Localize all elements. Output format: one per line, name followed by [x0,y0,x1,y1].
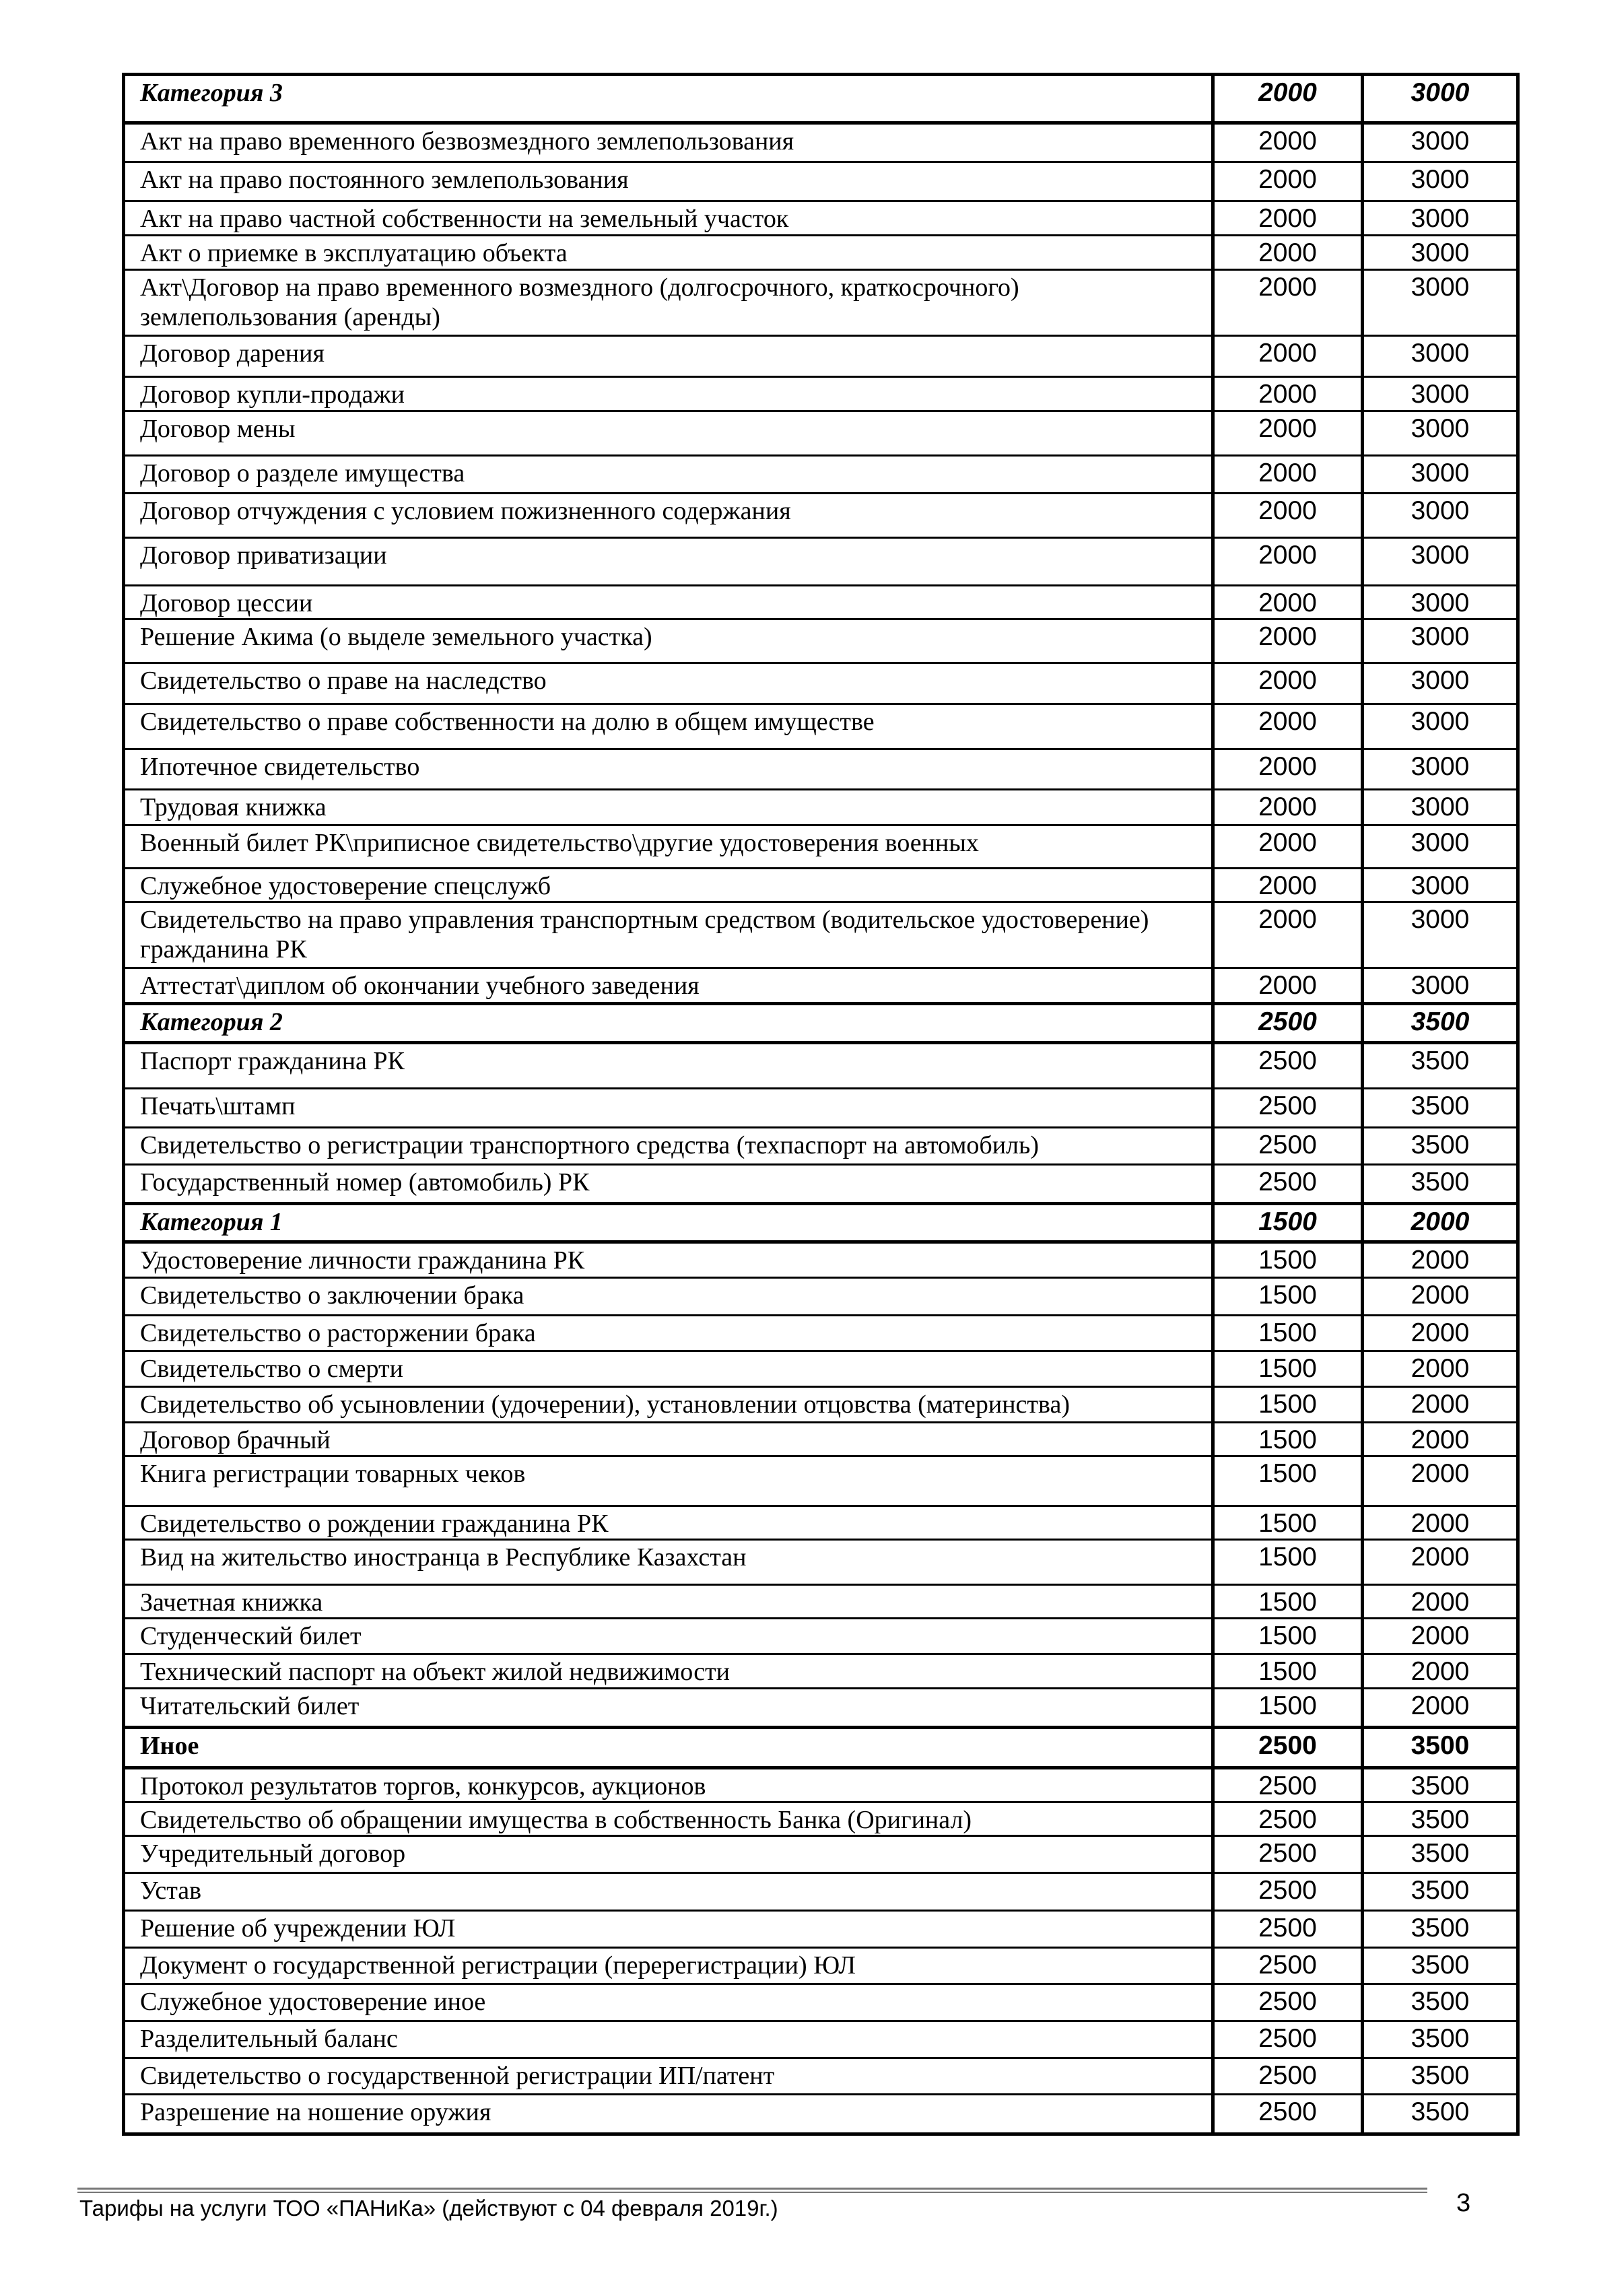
price-column-2: 3500 [1363,1873,1518,1911]
table-row [124,1506,1518,1540]
price-column-2: 2000 [1363,1204,1518,1242]
table-row [124,902,1518,968]
price-column-1: 2500 [1213,1043,1363,1089]
table-row [124,456,1518,494]
document-name: Трудовая книжка [124,790,1213,825]
price-column-2: 3000 [1363,456,1518,494]
table-row [124,1689,1518,1728]
price-column-2: 2000 [1363,1456,1518,1506]
price-column-2: 3500 [1363,2058,1518,2095]
table-row [124,123,1518,162]
table-row [124,336,1518,377]
price-column-1: 1500 [1213,1387,1363,1423]
table-row [124,1585,1518,1619]
tariff-document [122,73,1516,2136]
category-row [124,1004,1518,1043]
price-column-2: 3000 [1363,336,1518,377]
document-name: Свидетельство о заключении брака [124,1278,1213,1316]
price-column-2: 3000 [1363,704,1518,749]
table-row [124,968,1518,1004]
document-name: Свидетельство о праве на наследство [124,663,1213,704]
price-column-2: 2000 [1363,1654,1518,1689]
category-row [124,75,1518,123]
table-row [124,1423,1518,1456]
price-column-2: 3000 [1363,411,1518,456]
price-column-2: 2000 [1363,1689,1518,1728]
document-name: Книга регистрации товарных чеков [124,1456,1213,1506]
category-name: Иное [124,1728,1213,1768]
page-number: 3 [1456,2189,1471,2217]
price-column-1: 2500 [1213,1873,1363,1911]
table-row [124,825,1518,869]
price-column-1: 2000 [1213,336,1363,377]
table-row [124,2021,1518,2058]
table-row [124,1654,1518,1689]
price-column-2: 3500 [1363,2095,1518,2134]
document-name: Устав [124,1873,1213,1911]
price-column-1: 2500 [1213,1911,1363,1948]
table-row [124,1351,1518,1387]
table-row [124,1316,1518,1351]
price-column-1: 2000 [1213,869,1363,902]
document-name: Свидетельство на право управления транспортным средством (водительское удостоверение) гражданина РК [124,902,1213,968]
table-row [124,1387,1518,1423]
price-column-1: 1500 [1213,1585,1363,1619]
price-column-1: 1500 [1213,1456,1363,1506]
table-row [124,1242,1518,1278]
price-column-2: 3000 [1363,619,1518,663]
price-column-2: 3500 [1363,1802,1518,1836]
document-name: Свидетельство о государственной регистрации ИП/патент [124,2058,1213,2095]
document-name: Разрешение на ношение оружия [124,2095,1213,2134]
table-row [124,1911,1518,1948]
price-column-2: 3000 [1363,790,1518,825]
table-row [124,162,1518,201]
price-column-1: 2500 [1213,1768,1363,1802]
table-row [124,586,1518,619]
table-row [124,538,1518,586]
price-column-1: 1500 [1213,1351,1363,1387]
price-column-1: 2000 [1213,902,1363,968]
category-row [124,1204,1518,1242]
table-row [124,1768,1518,1802]
table-row [124,1802,1518,1836]
price-column-2: 3000 [1363,825,1518,869]
price-column-1: 2000 [1213,494,1363,538]
price-column-1: 1500 [1213,1242,1363,1278]
document-name: Государственный номер (автомобиль) РК [124,1165,1213,1204]
document-name: Служебное удостоверение спецслужб [124,869,1213,902]
document-name: Акт о приемке в эксплуатацию объекта [124,236,1213,270]
category-name: Категория 1 [124,1204,1213,1242]
price-column-2: 3500 [1363,1089,1518,1128]
table-row [124,704,1518,749]
price-column-1: 2500 [1213,1836,1363,1873]
table-row [124,270,1518,336]
price-column-1: 2000 [1213,123,1363,162]
document-name: Аттестат\диплом об окончании учебного заведения [124,968,1213,1004]
price-column-1: 2500 [1213,1128,1363,1165]
table-row [124,1043,1518,1089]
price-column-2: 3500 [1363,1004,1518,1043]
price-column-1: 2500 [1213,1165,1363,1204]
price-column-1: 2000 [1213,75,1363,123]
document-name: Вид на жительство иностранца в Республике Казахстан [124,1540,1213,1585]
price-column-2: 3000 [1363,75,1518,123]
tariff-table-body [124,75,1518,2134]
document-name: Свидетельство о смерти [124,1351,1213,1387]
price-column-2: 3500 [1363,1911,1518,1948]
price-column-2: 2000 [1363,1423,1518,1456]
price-column-1: 2000 [1213,968,1363,1004]
document-name: Свидетельство о расторжении брака [124,1316,1213,1351]
table-row [124,2095,1518,2134]
price-column-1: 2000 [1213,162,1363,201]
document-name: Документ о государственной регистрации (перерегистрации) ЮЛ [124,1948,1213,1984]
document-name: Удостоверение личности гражданина РК [124,1242,1213,1278]
footer-text: Тарифы на услуги ТОО «ПАНиКа» (действуют с 04 февраля 2019г.) [79,2196,778,2221]
document-name: Служебное удостоверение иное [124,1984,1213,2021]
document-name: Договор мены [124,411,1213,456]
price-column-1: 2000 [1213,704,1363,749]
price-column-1: 2500 [1213,1728,1363,1768]
price-column-1: 2000 [1213,411,1363,456]
document-name: Учредительный договор [124,1836,1213,1873]
price-column-2: 3000 [1363,162,1518,201]
table-row [124,411,1518,456]
price-column-1: 2500 [1213,1948,1363,1984]
document-name: Ипотечное свидетельство [124,749,1213,790]
price-column-1: 1500 [1213,1540,1363,1585]
document-name: Договор брачный [124,1423,1213,1456]
document-name: Договор отчуждения с условием пожизненного содержания [124,494,1213,538]
price-column-1: 2500 [1213,2095,1363,2134]
price-column-1: 2500 [1213,1004,1363,1043]
price-column-1: 2500 [1213,2058,1363,2095]
table-row [124,1278,1518,1316]
price-column-2: 3000 [1363,749,1518,790]
price-column-1: 2000 [1213,825,1363,869]
price-column-1: 1500 [1213,1689,1363,1728]
table-row [124,494,1518,538]
price-column-1: 1500 [1213,1654,1363,1689]
document-name: Акт\Договор на право временного возмездного (долгосрочного, краткосрочного) землепользования (аренды) [124,270,1213,336]
price-column-2: 3500 [1363,1948,1518,1984]
price-column-2: 3000 [1363,270,1518,336]
table-row [124,1540,1518,1585]
price-column-1: 2000 [1213,270,1363,336]
price-column-1: 2500 [1213,1089,1363,1128]
document-name: Акт на право временного безвозмездного землепользования [124,123,1213,162]
price-column-2: 3000 [1363,663,1518,704]
price-column-2: 3500 [1363,1984,1518,2021]
category-name: Категория 2 [124,1004,1213,1043]
document-name: Разделительный баланс [124,2021,1213,2058]
price-column-1: 2000 [1213,456,1363,494]
table-row [124,236,1518,270]
price-column-2: 3000 [1363,123,1518,162]
document-name: Свидетельство о праве собственности на долю в общем имуществе [124,704,1213,749]
document-name: Решение об учреждении ЮЛ [124,1911,1213,1948]
table-row [124,869,1518,902]
document-name: Паспорт гражданина РК [124,1043,1213,1089]
price-column-1: 2000 [1213,236,1363,270]
document-name: Студенческий билет [124,1619,1213,1654]
price-column-1: 1500 [1213,1506,1363,1540]
price-column-2: 3000 [1363,869,1518,902]
price-column-1: 2000 [1213,790,1363,825]
price-column-1: 2000 [1213,377,1363,411]
document-name: Военный билет РК\приписное свидетельство\другие удостоверения военных [124,825,1213,869]
document-name: Свидетельство о регистрации транспортного средства (техпаспорт на автомобиль) [124,1128,1213,1165]
table-row [124,1948,1518,1984]
table-row [124,790,1518,825]
table-row [124,201,1518,236]
category-name: Категория 3 [124,75,1213,123]
document-name: Протокол результатов торгов, конкурсов, аукционов [124,1768,1213,1802]
price-column-2: 3000 [1363,538,1518,586]
document-name: Свидетельство об усыновлении (удочерении), установлении отцовства (материнства) [124,1387,1213,1423]
document-name: Договор дарения [124,336,1213,377]
tariff-table [122,73,1520,2136]
price-column-1: 1500 [1213,1204,1363,1242]
document-name: Акт на право постоянного землепользования [124,162,1213,201]
table-row [124,1836,1518,1873]
price-column-2: 3000 [1363,586,1518,619]
price-column-1: 2000 [1213,586,1363,619]
price-column-1: 2500 [1213,1802,1363,1836]
price-column-2: 2000 [1363,1242,1518,1278]
price-column-1: 1500 [1213,1423,1363,1456]
document-name: Договор купли-продажи [124,377,1213,411]
table-row [124,1089,1518,1128]
price-column-1: 1500 [1213,1619,1363,1654]
price-column-2: 2000 [1363,1351,1518,1387]
price-column-1: 2500 [1213,1984,1363,2021]
price-column-2: 3500 [1363,1128,1518,1165]
table-row [124,663,1518,704]
table-row [124,619,1518,663]
document-name: Решение Акима (о выделе земельного участка) [124,619,1213,663]
document-name: Договор приватизации [124,538,1213,586]
document-name: Свидетельство об обращении имущества в собственность Банка (Оригинал) [124,1802,1213,1836]
price-column-1: 1500 [1213,1278,1363,1316]
price-column-2: 2000 [1363,1387,1518,1423]
price-column-2: 2000 [1363,1619,1518,1654]
table-row [124,1873,1518,1911]
price-column-1: 2000 [1213,201,1363,236]
price-column-2: 2000 [1363,1316,1518,1351]
table-row [124,1456,1518,1506]
document-name: Печать\штамп [124,1089,1213,1128]
price-column-1: 2000 [1213,749,1363,790]
table-row [124,1128,1518,1165]
price-column-2: 3000 [1363,377,1518,411]
price-column-2: 3000 [1363,494,1518,538]
price-column-1: 1500 [1213,1316,1363,1351]
price-column-1: 2500 [1213,2021,1363,2058]
price-column-2: 3000 [1363,201,1518,236]
price-column-2: 3500 [1363,1165,1518,1204]
footer-divider [77,2188,1427,2190]
price-column-2: 2000 [1363,1506,1518,1540]
document-name: Договор цессии [124,586,1213,619]
price-column-2: 3500 [1363,1836,1518,1873]
table-row [124,1619,1518,1654]
price-column-2: 2000 [1363,1585,1518,1619]
price-column-1: 2000 [1213,663,1363,704]
price-column-2: 3000 [1363,968,1518,1004]
price-column-1: 2000 [1213,619,1363,663]
table-row [124,2058,1518,2095]
table-row [124,749,1518,790]
document-name: Читательский билет [124,1689,1213,1728]
table-row [124,377,1518,411]
document-name: Технический паспорт на объект жилой недвижимости [124,1654,1213,1689]
price-column-2: 2000 [1363,1278,1518,1316]
price-column-1: 2000 [1213,538,1363,586]
price-column-2: 3500 [1363,1043,1518,1089]
price-column-2: 3500 [1363,1768,1518,1802]
table-row [124,1165,1518,1204]
category-row [124,1728,1518,1768]
price-column-2: 3500 [1363,1728,1518,1768]
document-name: Акт на право частной собственности на земельный участок [124,201,1213,236]
document-name: Свидетельство о рождении гражданина РК [124,1506,1213,1540]
price-column-2: 3000 [1363,902,1518,968]
price-column-2: 2000 [1363,1540,1518,1585]
table-row [124,1984,1518,2021]
price-column-2: 3000 [1363,236,1518,270]
document-name: Договор о разделе имущества [124,456,1213,494]
document-name: Зачетная книжка [124,1585,1213,1619]
price-column-2: 3500 [1363,2021,1518,2058]
